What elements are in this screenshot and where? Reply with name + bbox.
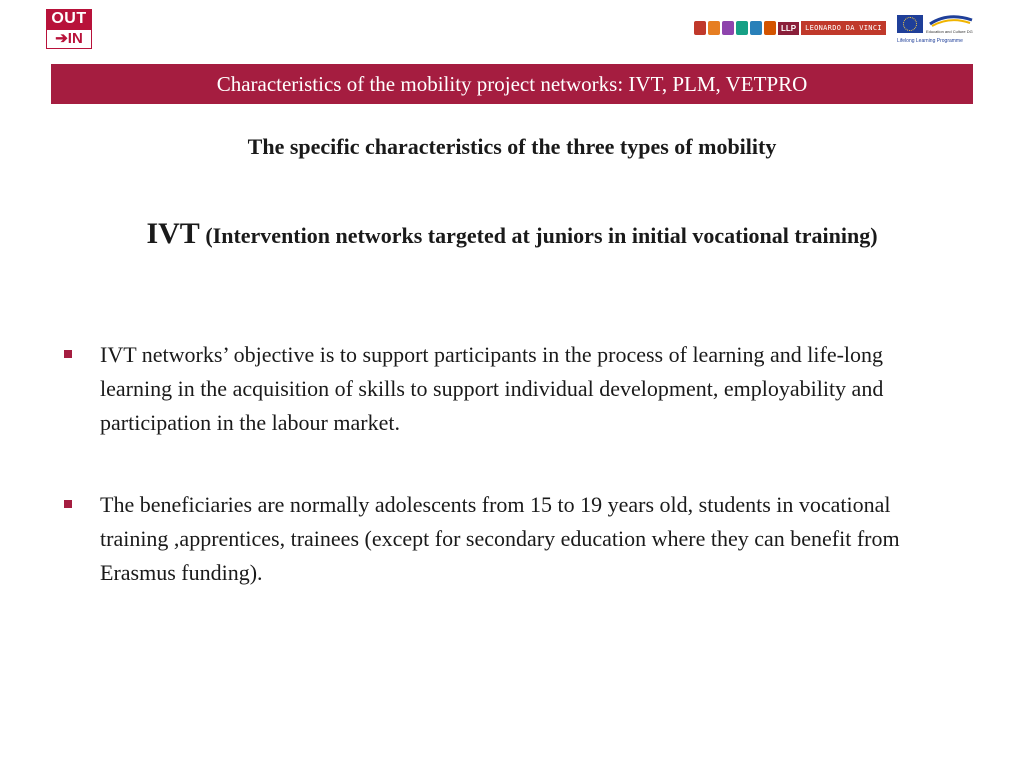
leonardo-box-1 xyxy=(694,21,706,35)
bullet-item xyxy=(60,488,960,590)
eu-flag-icon xyxy=(897,15,923,33)
ivt-heading xyxy=(90,216,934,254)
leonardo-box-3 xyxy=(722,21,734,35)
logo-in-text: ➔IN xyxy=(46,29,92,49)
leonardo-box-4 xyxy=(736,21,748,35)
leonardo-box-6 xyxy=(764,21,776,35)
slide-title: Characteristics of the mobility project networks: IVT, PLM, VETPRO xyxy=(216,71,808,96)
logo-out-text: OUT xyxy=(46,9,92,29)
outin-logo xyxy=(46,9,92,49)
eu-dg-caption: Education and Culture DG xyxy=(926,29,973,34)
bullet-text: IVT networks’ objective is to support participants in the process of learning and life-long learning in the acquisition of skills to support individual development, employability and participation in the labour market. xyxy=(100,342,884,435)
bullet-square-icon xyxy=(64,350,72,358)
bullet-item xyxy=(60,338,960,440)
ivt-abbr: IVT xyxy=(146,217,200,250)
slide-subtitle: The specific characteristics of the three types of mobility xyxy=(247,134,777,159)
bullet-list xyxy=(60,338,960,638)
eu-programme-caption: Lifelong Learning Programme xyxy=(897,38,963,44)
ivt-description: (Intervention networks targeted at juniors in initial vocational training) xyxy=(205,223,878,248)
llp-label: LLP xyxy=(778,22,799,35)
bullet-text: The beneficiaries are normally adolescents from 15 to 19 years old, students in vocational training ,apprentices, trainees (except for secondary education where they can benefit from Erasmus funding). xyxy=(100,492,900,585)
leonardo-box-2 xyxy=(708,21,720,35)
leonardo-box-5 xyxy=(750,21,762,35)
bullet-square-icon xyxy=(64,500,72,508)
slide-title-bar xyxy=(51,64,973,104)
leonardo-name: LEONARDO DA VINCI xyxy=(801,21,886,35)
eu-swirl-icon xyxy=(928,14,974,28)
leonardo-logo xyxy=(694,17,886,39)
